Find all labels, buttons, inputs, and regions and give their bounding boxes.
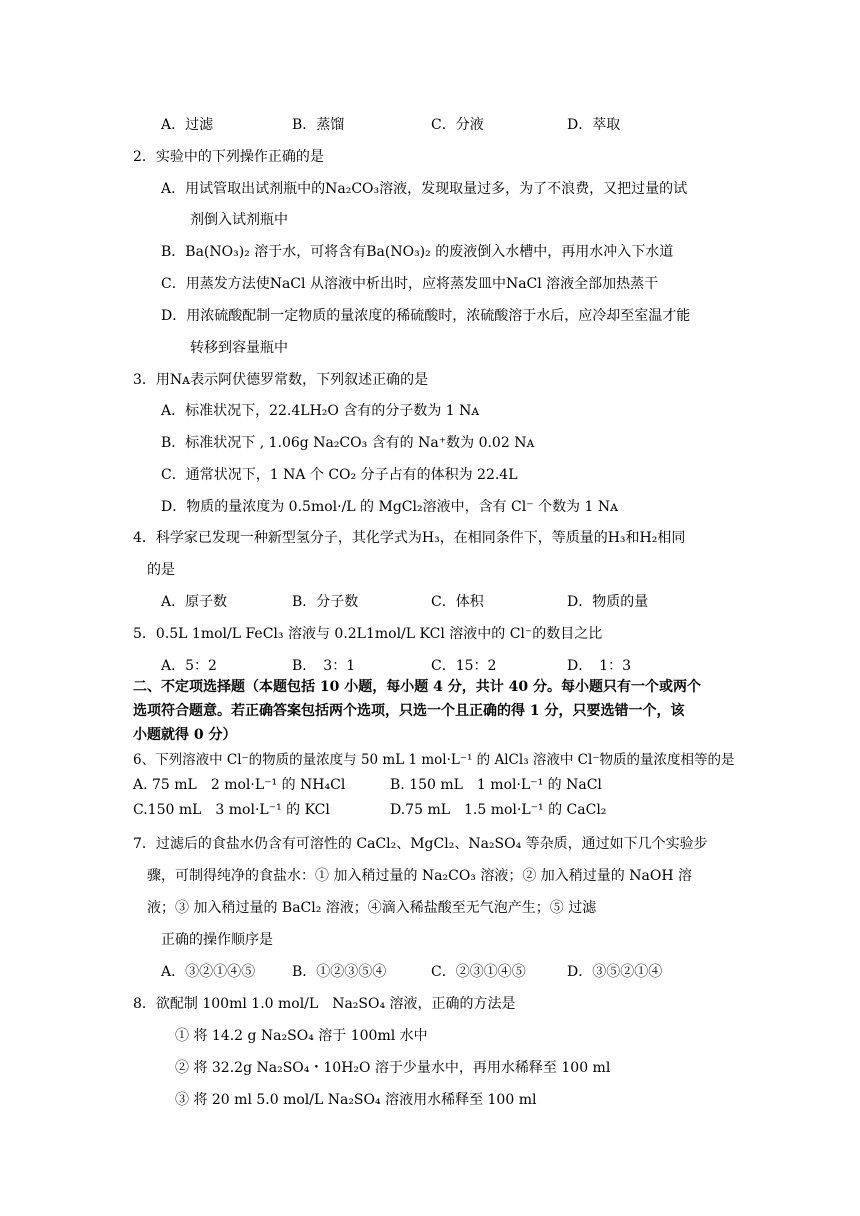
q5-option-b: B． 3：1: [292, 658, 356, 674]
q6-option-c: C.150 mL 3 mol·L⁻¹ 的 KCl: [133, 802, 330, 818]
q8-item-3: ③ 将 20 ml 5.0 mol/L Na₂SO₄ 溶液用水稀释至 100 ml: [175, 1092, 537, 1108]
q1-option-a: A．过滤: [161, 117, 214, 133]
q1-option-d: D．萃取: [567, 117, 621, 133]
q3-option-a: A．标准状况下，22.4LH₂O 含有的分子数为 1 Nᴀ: [161, 403, 480, 419]
q6-option-d: D.75 mL 1.5 mol·L⁻¹ 的 CaCl₂: [390, 802, 607, 818]
q2-option-d: D．用浓硫酸配制一定物质的量浓度的稀硫酸时，浓硫酸溶于水后，应冷却至室温才能: [161, 308, 691, 324]
q7-stem-cont2: 液；③ 加入稍过量的 BaCl₂ 溶液；④滴入稀盐酸至无气泡产生；⑤ 过滤: [147, 900, 597, 916]
q2-option-d-cont: 转移到容量瓶中: [190, 340, 288, 356]
q3-stem: 3．用Nᴀ表示阿伏德罗常数，下列叙述正确的是: [133, 372, 429, 388]
q5-stem: 5．0.5L 1mol/L FeCl₃ 溶液与 0.2L1mol/L KCl 溶液中的 Cl⁻的数目之比: [133, 626, 603, 642]
q8-item-1: ① 将 14.2 g Na₂SO₄ 溶于 100ml 水中: [175, 1028, 428, 1044]
q6-option-b: B. 150 mL 1 mol·L⁻¹ 的 NaCl: [390, 777, 602, 793]
q5-option-c: C．15：2: [431, 658, 497, 674]
section2-heading: 二、不定项选择题（本题包括 10 小题，每小题 4 分，共计 40 分。每小题只有一个或两个: [133, 679, 701, 695]
q1-option-c: C．分液: [431, 117, 484, 133]
q4-option-c: C．体积: [431, 594, 484, 610]
q4-option-d: D．物质的量: [567, 594, 649, 610]
q2-option-a-cont: 剂倒入试剂瓶中: [190, 212, 288, 228]
q4-stem: 4．科学家已发现一种新型氢分子，其化学式为H₃，在相同条件下，等质量的H₃和H₂相同: [133, 530, 686, 546]
q8-stem: 8．欲配制 100ml 1.0 mol/L Na₂SO₄ 溶液，正确的方法是: [133, 996, 516, 1012]
q2-option-b: B．Ba(NO₃)₂ 溶于水，可将含有Ba(NO₃)₂ 的废液倒入水槽中，再用水冲入下水道: [161, 244, 674, 260]
section2-heading-cont1: 选项符合题意。若正确答案包括两个选项，只选一个且正确的得 1 分，只要选错一个，该: [133, 703, 685, 719]
q4-stem-cont: 的是: [147, 562, 175, 578]
q6-option-a: A. 75 mL 2 mol·L⁻¹ 的 NH₄Cl: [133, 777, 346, 793]
q2-option-c: C．用蒸发方法使NaCl 从溶液中析出时，应将蒸发皿中NaCl 溶液全部加热蒸干: [161, 276, 659, 292]
q7-stem-cont1: 骤，可制得纯净的食盐水：① 加入稍过量的 Na₂CO₃ 溶液；② 加入稍过量的 NaOH 溶: [147, 868, 692, 884]
q7-option-c: C．②③①④⑤: [431, 964, 526, 980]
q3-option-c: C．通常状况下，1 NA 个 CO₂ 分子占有的体积为 22.4L: [161, 467, 518, 483]
q5-option-d: D． 1：3: [567, 658, 632, 674]
q3-option-d: D．物质的量浓度为 0.5mol·/L 的 MgCl₂溶液中，含有 Cl⁻ 个数为 1 Nᴀ: [161, 499, 619, 515]
q4-option-b: B．分子数: [292, 594, 359, 610]
q1-option-b: B．蒸馏: [292, 117, 345, 133]
q7-option-a: A．③②①④⑤: [161, 964, 256, 980]
q7-option-d: D．③⑤②①④: [567, 964, 663, 980]
section2-heading-cont2: 小题就得 0 分）: [133, 727, 237, 743]
q7-stem: 7．过滤后的食盐水仍含有可溶性的 CaCl₂、MgCl₂、Na₂SO₄ 等杂质，通过如下几个实验步: [133, 836, 708, 852]
q2-stem: 2．实验中的下列操作正确的是: [133, 149, 324, 165]
q4-option-a: A．原子数: [161, 594, 228, 610]
q2-option-a: A．用试管取出试剂瓶中的Na₂CO₃溶液，发现取量过多，为了不浪费，又把过量的试: [161, 181, 688, 197]
q7-question: 正确的操作顺序是: [161, 932, 273, 948]
q6-stem: 6、下列溶液中 Cl⁻的物质的量浓度与 50 mL 1 mol·L⁻¹ 的 AlCl₃ 溶液中 Cl⁻物质的量浓度相等的是: [133, 752, 735, 768]
q7-option-b: B．①②③⑤④: [292, 964, 387, 980]
q5-option-a: A．5：2: [161, 658, 217, 674]
q3-option-b: B．标准状况下 , 1.06g Na₂CO₃ 含有的 Na⁺数为 0.02 Nᴀ: [161, 435, 535, 451]
q8-item-2: ② 将 32.2g Na₂SO₄・10H₂O 溶于少量水中，再用水稀释至 100 ml: [175, 1060, 611, 1076]
